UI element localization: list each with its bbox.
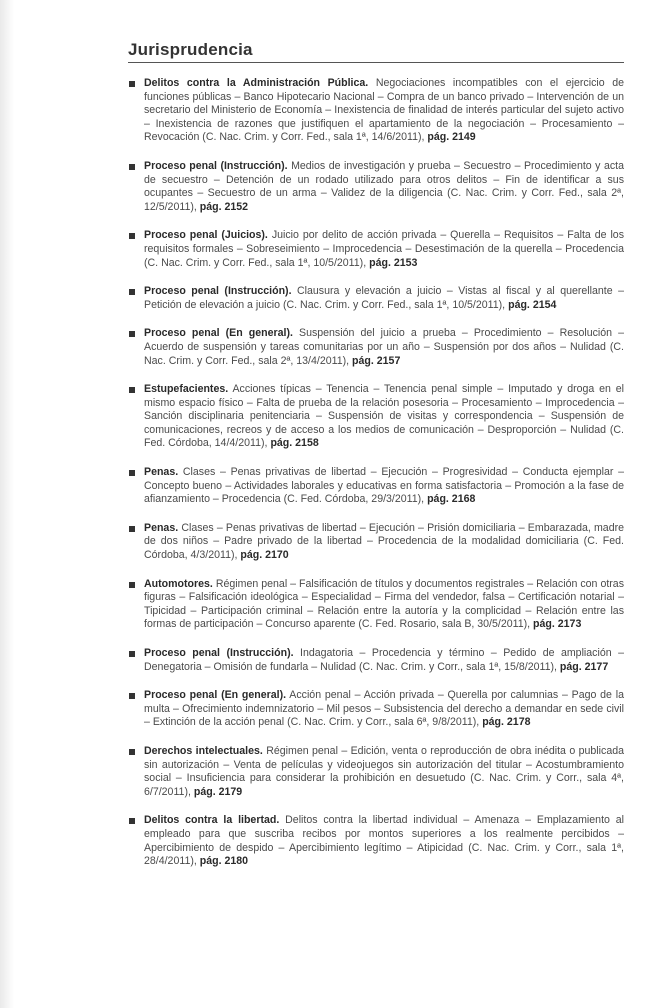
bullet-icon [129, 331, 135, 337]
page-reference: pág. 2157 [352, 354, 401, 367]
entry-body: Régimen penal – Falsificación de títulos y documentos registrales – Relación con otras figuras – Falsificación ideológica – Especialidad – Firma del vendedor, falsa – Certificación notarial – Tipicidad – Participación criminal – Relación entre la autoría y la complicidad – Relación entre las formas de participación – Concurso aparente (C. Fed. Rosario, sala B, 30/5/2011), [144, 577, 624, 631]
page-reference: pág. 2154 [508, 298, 557, 311]
page-reference: pág. 2153 [369, 256, 418, 269]
bullet-icon [129, 526, 135, 532]
list-item [128, 745, 624, 799]
list-item [128, 466, 624, 507]
page-reference: pág. 2149 [427, 131, 476, 144]
entry-body: Clausura y elevación a juicio – Vistas al fiscal y al querellante – Petición de elevación a juicio (C. Nac. Crim. y Corr. Fed., sala 1ª, 10/5/2011), [144, 285, 624, 311]
page-reference: pág. 2168 [427, 493, 476, 506]
entry-heading: Penas. [144, 521, 179, 534]
entry-body: Juicio por delito de acción privada – Querella – Requisitos – Falta de los requisitos formales – Sobreseimiento – Improcedencia – Desestimación de la querella – Procedencia (C. Nac. Crim. y Corr. Fed., sala 1ª, 10/5/2011), [144, 229, 624, 269]
entry-heading: Delitos contra la libertad. [144, 814, 280, 827]
bullet-icon [129, 582, 135, 588]
entry-heading: Proceso penal (Instrucción). [144, 159, 288, 172]
page-reference: pág. 2179 [193, 785, 243, 798]
entry-body: Régimen penal – Edición, venta o reproducción de obra inédita o publicada sin autorización – Venta de películas y videojuegos sin autorización del titular – Acostumbramiento social – Insuficiencia para considerar la prohibición en desuetudo (C. Nac. Crim. y Corr., sala 4ª, 6/7/2011), [144, 744, 624, 798]
page-reference: pág. 2178 [482, 716, 531, 729]
entry-body: Suspensión del juicio a prueba – Procedimiento – Resolución – Acuerdo de suspensión y tareas comunitarias por un año – Suspensión por dos años – Nulidad (C. Nac. Crim. y Corr. Fed., sala 2ª, 13/4/2011), [144, 327, 624, 367]
list-item [128, 814, 624, 868]
bullet-icon [129, 693, 135, 699]
entry-body: Negociaciones incompatibles con el ejercicio de funciones públicas – Banco Hipotecario Nacional – Compra de un banco privado – Intervención de un secretario del Ministerio de Economía – Inexistencia de finalidad de interés particular del sujeto activo – Inexistencia de razones que justifiquen el apartamiento de la negociación – Procesamiento – Revocación (C. Nac. Crim. y Corr. Fed., sala 1ª, 14/6/2011), [144, 77, 624, 144]
entry-body: Medios de investigación y prueba – Secuestro – Procedimiento y acta de secuestro – Detención de un rodado utilizado para otros delitos – Fin de identificar a sus ocupantes – Secuestro de un arma – Validez de la diligencia (C. Nac. Crim. y Corr. Fed., sala 2ª, 12/5/2011), [144, 159, 624, 213]
bullet-icon [129, 387, 135, 393]
list-item [128, 285, 624, 312]
list-item [128, 383, 624, 451]
document-page [128, 40, 624, 884]
list-item [128, 647, 624, 674]
bullet-icon [129, 818, 135, 824]
entries-list [128, 77, 624, 869]
page-reference: pág. 2158 [270, 437, 319, 450]
list-item [128, 522, 624, 563]
page-reference: pág. 2177 [559, 660, 609, 673]
list-item [128, 327, 624, 368]
list-item [128, 229, 624, 270]
entry-heading: Estupefacientes. [144, 383, 229, 396]
page-reference: pág. 2180 [199, 855, 249, 868]
entry-heading: Penas. [144, 466, 179, 479]
bullet-icon [129, 651, 135, 657]
entry-body: Delitos contra la libertad individual – Amenaza – Emplazamiento al empleado para que suscriba recibos por montos superiores a los realmente percibidos – Apercibimiento de despido – Apercibimiento legítimo – Atipicidad (C. Nac. Crim. y Corr., sala 1ª, 28/4/2011), [144, 814, 624, 868]
entry-heading: Derechos intelectuales. [144, 744, 263, 757]
section-title: Jurisprudencia [128, 40, 624, 63]
entry-body: Acción penal – Acción privada – Querella por calumnias – Pago de la multa – Ofrecimiento indemnizatorio – Mil pesos – Subsistencia del derecho a demandar en sede civil – Extinción de la acción penal (C. Nac. Crim. y Corr., sala 6ª, 9/8/2011), [144, 689, 624, 729]
bullet-icon [129, 289, 135, 295]
page-reference: pág. 2170 [240, 549, 289, 562]
entry-body: Acciones típicas – Tenencia – Tenencia penal simple – Imputado y droga en el mismo espacio físico – Falta de prueba de la relación posesoria – Procesamiento – Improcedencia – Sanción disciplinaria penitenciaria – Suspensión de visitas y correspondencia – Suspensión de comunicaciones, recreos y de acceso a los medios de comunicación – Desproporción – Nulidad (C. Fed. Córdoba, 14/4/2011), [144, 383, 625, 450]
entry-body: Clases – Penas privativas de libertad – Ejecución – Prisión domiciliaria – Embarazada, madre de dos niños – Padre privado de la libertad – Procedencia de la modalidad domiciliaria (C. Fed. Córdoba, 4/3/2011), [144, 521, 625, 562]
list-item [128, 77, 624, 145]
page-reference: pág. 2173 [533, 618, 582, 631]
entry-heading: Proceso penal (Juicios). [144, 229, 268, 242]
entry-body: Clases – Penas privativas de libertad – Ejecución – Progresividad – Conducta ejemplar – Concepto bueno – Actividades laborales y educativas en forma satisfactoria – Promoción a la fase de afianzamiento – Procedencia (C. Fed. Córdoba, 29/3/2011), [144, 466, 624, 506]
entry-heading: Proceso penal (En general). [144, 327, 293, 340]
bullet-icon [129, 233, 135, 239]
entry-body: Indagatoria – Procedencia y término – Pedido de ampliación – Denegatoria – Omisión de fundarla – Nulidad (C. Nac. Crim. y Corr., sala 1ª, 15/8/2011), [144, 647, 624, 673]
list-item [128, 689, 624, 730]
bullet-icon [129, 749, 135, 755]
bullet-icon [129, 81, 135, 87]
list-item [128, 578, 624, 632]
list-item [128, 160, 624, 214]
page-reference: pág. 2152 [199, 200, 249, 213]
page-edge-shadow [0, 0, 14, 1008]
entry-heading: Automotores. [144, 577, 213, 590]
entry-heading: Delitos contra la Administración Pública. [144, 77, 369, 89]
bullet-icon [129, 470, 135, 476]
bullet-icon [129, 164, 135, 170]
entry-heading: Proceso penal (En general). [144, 689, 287, 702]
entry-heading: Proceso penal (Instrucción). [144, 647, 294, 659]
entry-heading: Proceso penal (Instrucción). [144, 285, 292, 298]
